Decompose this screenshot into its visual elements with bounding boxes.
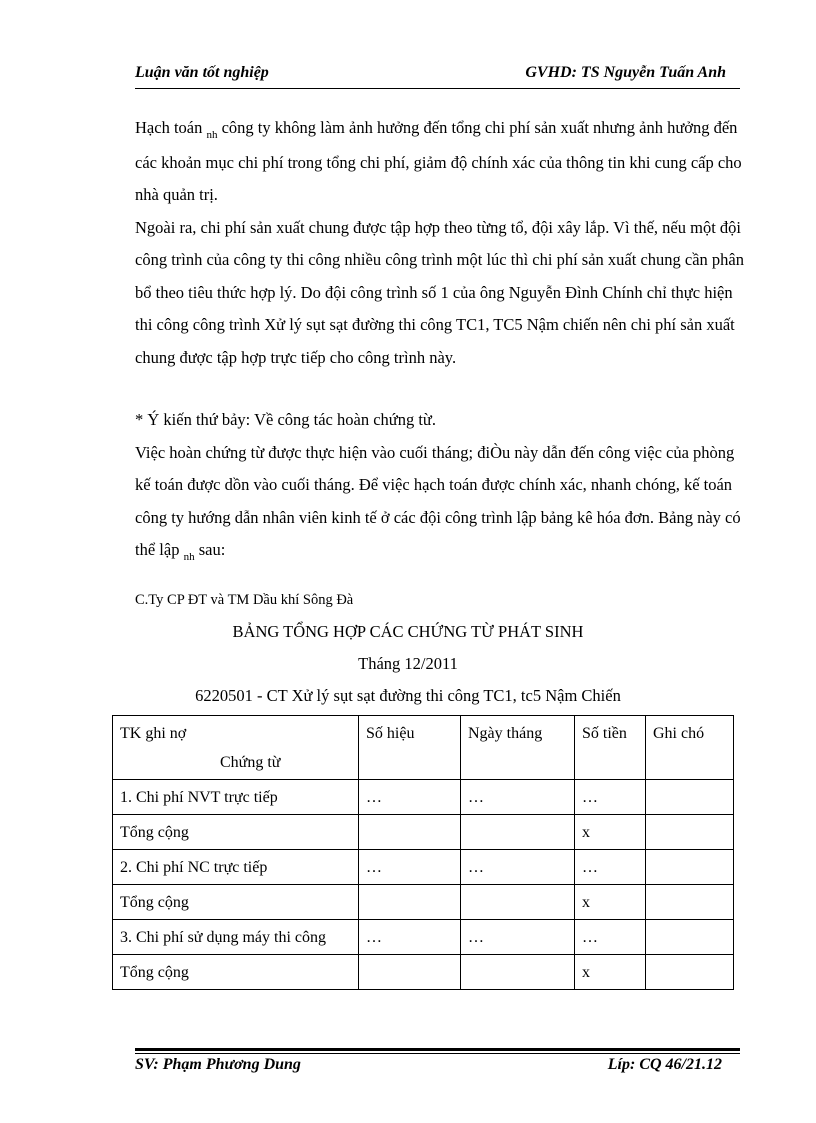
table-period: Tháng 12/2011	[358, 654, 458, 673]
cell: …	[359, 920, 461, 955]
header-cell-account: TK ghi nợ Chứng từ	[113, 716, 359, 780]
row-label: 1. Chi phí NVT trực tiếp	[113, 780, 359, 815]
cell: …	[575, 920, 646, 955]
paragraph-4: Việc hoàn chứng từ được thực hiện vào cuối tháng; điÒu này dẫn đến công việc của phòng kế toán được dồn vào cuối tháng. Để việc hạch toán được chính xác, nhanh chóng, kế toán công ty hướng dẫn nhân viên kinh tế ở các đội công trình lập bảng kê hóa đơn. Bảng này có thể lập $_{nh}$ sau:	[135, 442, 741, 563]
table-account: 6220501 - CT Xử lý sụt sạt đường thi công TC1, tc5 Nậm Chiến	[195, 686, 621, 705]
header-divider	[135, 88, 740, 89]
cell: …	[359, 780, 461, 815]
cell	[646, 920, 734, 955]
footer-divider-thick	[135, 1048, 740, 1051]
cell: …	[575, 780, 646, 815]
body-text	[135, 112, 745, 569]
cell: …	[575, 850, 646, 885]
cell	[359, 815, 461, 850]
table-row	[113, 955, 734, 990]
table-row	[113, 815, 734, 850]
cell	[461, 815, 575, 850]
table-row	[113, 885, 734, 920]
cell: x	[575, 815, 646, 850]
cell	[646, 780, 734, 815]
row-label: Tổng cộng	[113, 885, 359, 920]
cell	[646, 850, 734, 885]
table-row	[113, 780, 734, 815]
paragraph-1: Hạch toán $_{nh}$ công ty không làm ảnh hưởng đến tổng chi phí sản xuất nhưng ảnh hưởng đến các khoản mục chi phí trong tổng chi phí, giảm độ chính xác của thông tin khi cung cấp cho nhà quản trị.	[135, 118, 742, 204]
table-row	[113, 850, 734, 885]
cell	[359, 885, 461, 920]
cell	[646, 955, 734, 990]
paragraph-3: * Ý kiến thứ bảy: Về công tác hoàn chứng từ.	[135, 410, 436, 429]
row-label: Tổng cộng	[113, 955, 359, 990]
cell	[646, 885, 734, 920]
header-cell-number: Số hiệu	[359, 716, 461, 780]
header-advisor: GVHD: TS Nguyễn Tuấn Anh	[525, 64, 726, 81]
cell	[461, 955, 575, 990]
table-title: BẢNG TỔNG HỢP CÁC CHỨNG TỪ PHÁT SINH	[232, 622, 584, 641]
company-name: C.Ty CP ĐT và TM Dầu khí Sông Đà	[135, 592, 354, 608]
cell	[359, 955, 461, 990]
cell: …	[461, 920, 575, 955]
header-thesis-title: Luận văn tốt nghiệp	[135, 64, 269, 81]
table-header-row	[113, 716, 734, 780]
footer-class: Líp: CQ 46/21.12	[607, 1056, 722, 1073]
header-cell-date: Ngày tháng	[461, 716, 575, 780]
cell: …	[359, 850, 461, 885]
subscript-nh: nh	[206, 129, 218, 141]
summary-table	[112, 715, 734, 990]
footer-divider-thin	[135, 1053, 740, 1054]
header-cell-note: Ghi chó	[646, 716, 734, 780]
cell	[646, 815, 734, 850]
paragraph-2: Ngoài ra, chi phí sản xuất chung được tập hợp theo từng tổ, đội xây lắp. Vì thế, nếu một đội công trình của công ty thi công nhiều công trình một lúc thì chi phí sản xuất chung cần phân bổ theo tiêu thức hợp lý. Do đội công trình số 1 của ông Nguyễn Đình Chính chỉ thực hiện thi công công trình Xử lý sụt sạt đường thi công TC1, TC5 Nậm chiến nên chi phí sản xuất chung được tập hợp trực tiếp cho công trình này.	[135, 217, 744, 367]
cell	[461, 885, 575, 920]
subscript-nh: nh	[183, 551, 195, 563]
cell: …	[461, 780, 575, 815]
cell: x	[575, 955, 646, 990]
table-row	[113, 920, 734, 955]
row-label: 3. Chi phí sử dụng máy thi công	[113, 920, 359, 955]
row-label: Tổng cộng	[113, 815, 359, 850]
row-label: 2. Chi phí NC trực tiếp	[113, 850, 359, 885]
cell: …	[461, 850, 575, 885]
page-header	[135, 64, 740, 88]
footer-student: SV: Phạm Phương Dung	[135, 1056, 301, 1073]
header-cell-amount: Số tiền	[575, 716, 646, 780]
cell: x	[575, 885, 646, 920]
